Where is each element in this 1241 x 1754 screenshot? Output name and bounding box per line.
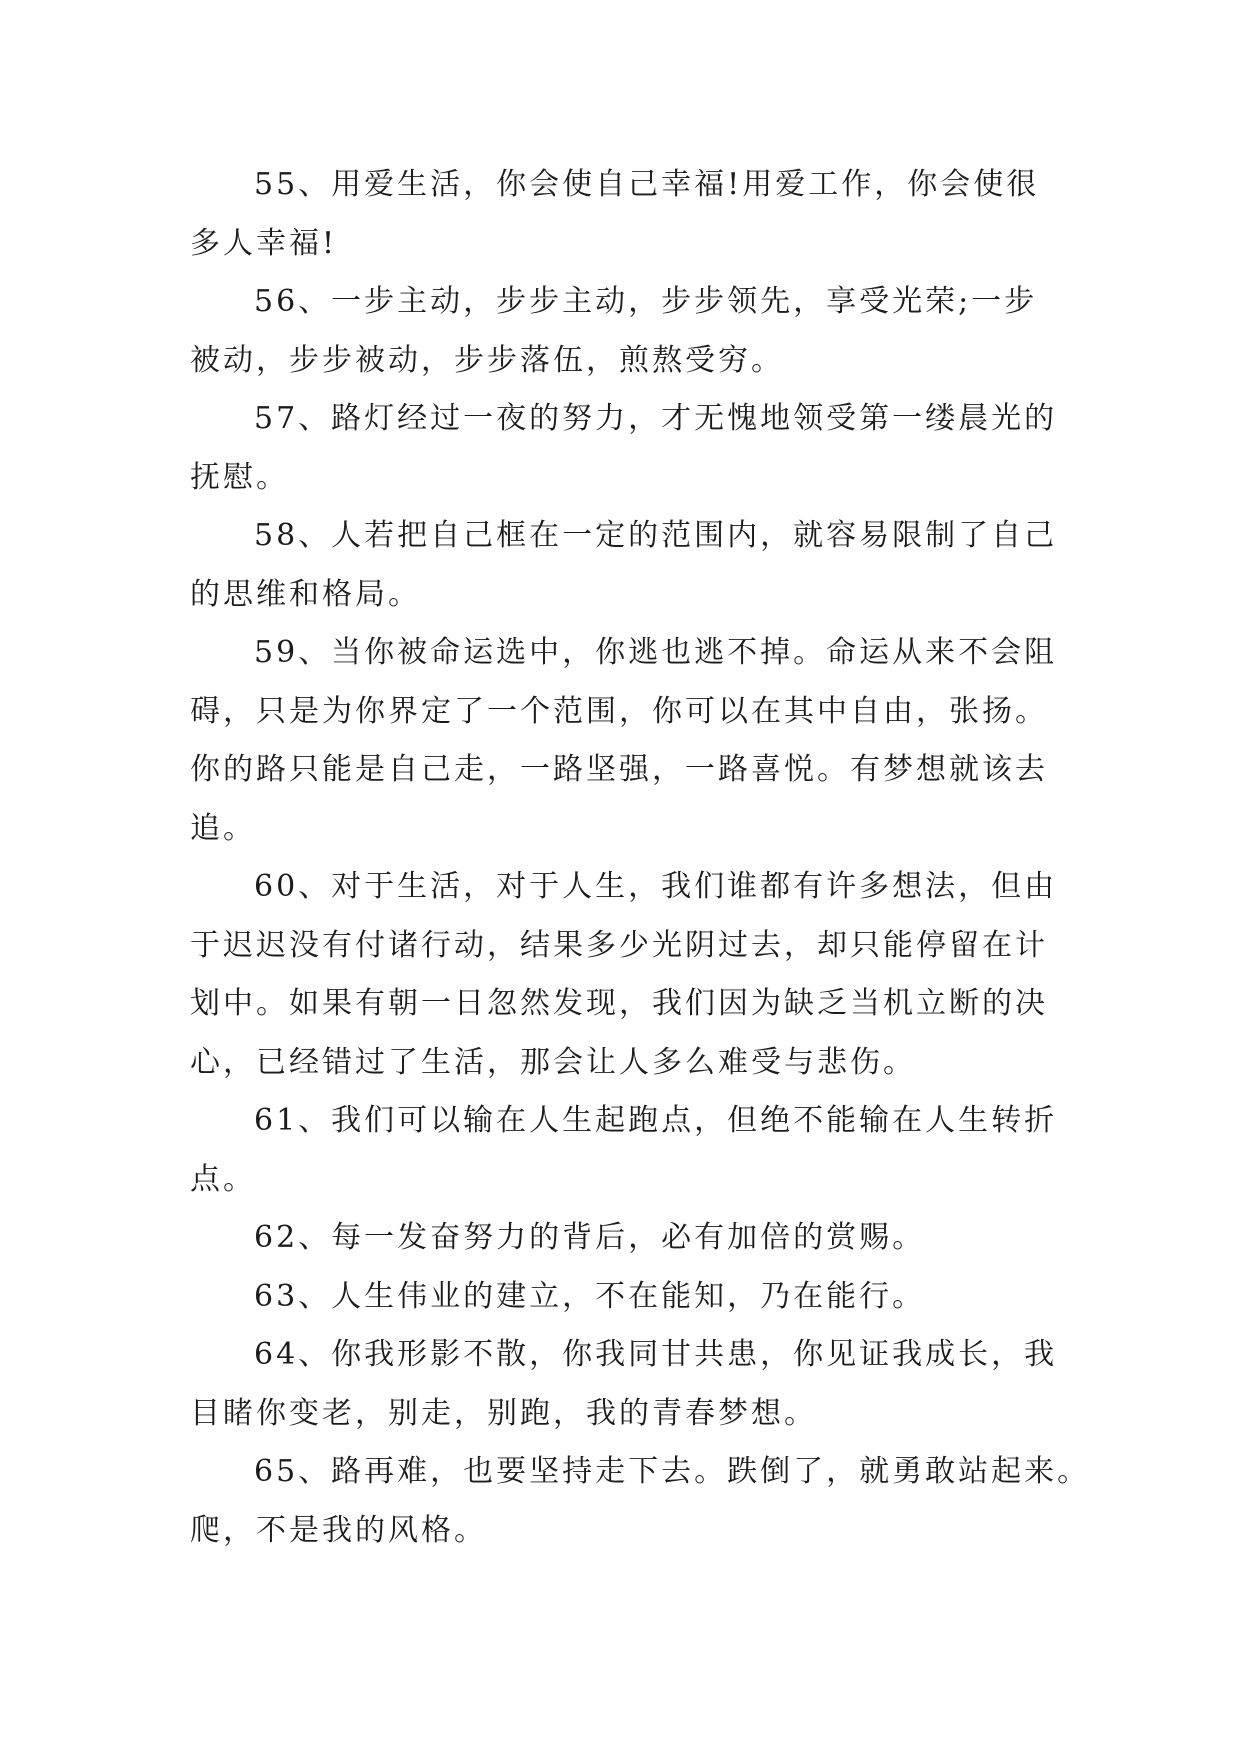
- text-line: 61、我们可以输在人生起跑点，但绝不能输在人生转折: [254, 1103, 1058, 1138]
- text-line: 点。: [190, 1161, 256, 1197]
- text-line: 58、人若把自己框在一定的范围内，就容易限制了自己: [254, 518, 1058, 553]
- paragraph-63: [190, 1268, 1090, 1327]
- text-line: 多人幸福!: [190, 225, 338, 261]
- paragraph-59: [190, 624, 1090, 858]
- text-line: 65、路再难，也要坚持走下去。跌倒了，就勇敢站起来。: [254, 1454, 1091, 1489]
- text-line: 心，已经错过了生活，那会让人多么难受与悲伤。: [190, 1044, 916, 1080]
- text-line: 被动，步步被动，步步落伍，煎熬受穷。: [190, 342, 784, 378]
- text-line: 于迟迟没有付诸行动，结果多少光阴过去，却只能停留在计: [190, 927, 1048, 963]
- text-line: 63、人生伟业的建立，不在能知，乃在能行。: [254, 1278, 926, 1314]
- text-line: 59、当你被命运选中，你逃也逃不掉。命运从来不会阻: [254, 635, 1058, 670]
- text-line: 抚慰。: [190, 459, 289, 495]
- text-line: 目睹你变老，别走，别跑，我的青春梦想。: [190, 1395, 817, 1431]
- text-line: 碍，只是为你界定了一个范围，你可以在其中自由，张扬。: [190, 693, 1048, 729]
- paragraph-55: [190, 156, 1090, 273]
- paragraph-60: [190, 858, 1090, 1092]
- text-line: 56、一步主动，步步主动，步步领先，享受光荣;一步: [254, 284, 1038, 319]
- document-body: [190, 156, 1090, 1560]
- text-line: 55、用爱生活，你会使自己幸福!用爱工作，你会使很: [254, 167, 1040, 202]
- paragraph-65: [190, 1443, 1090, 1560]
- text-line: 你的路只能是自己走，一路坚强，一路喜悦。有梦想就该去: [190, 752, 1048, 787]
- text-line: 划中。如果有朝一日忽然发现，我们因为缺乏当机立断的决: [190, 986, 1048, 1021]
- paragraph-56: [190, 273, 1090, 390]
- paragraph-64: [190, 1326, 1090, 1443]
- text-line: 追。: [190, 810, 256, 846]
- text-line: 60、对于生活，对于人生，我们谁都有许多想法，但由: [254, 869, 1058, 904]
- paragraph-62: [190, 1209, 1090, 1268]
- paragraph-57: [190, 390, 1090, 507]
- text-line: 64、你我形影不散，你我同甘共患，你见证我成长，我: [254, 1337, 1058, 1372]
- text-line: 的思维和格局。: [190, 576, 421, 612]
- paragraph-61: [190, 1092, 1090, 1209]
- text-line: 62、每一发奋努力的背后，必有加倍的赏赐。: [254, 1220, 926, 1255]
- paragraph-58: [190, 507, 1090, 624]
- text-line: 爬，不是我的风格。: [190, 1512, 487, 1548]
- text-line: 57、路灯经过一夜的努力，才无愧地领受第一缕晨光的: [254, 401, 1058, 436]
